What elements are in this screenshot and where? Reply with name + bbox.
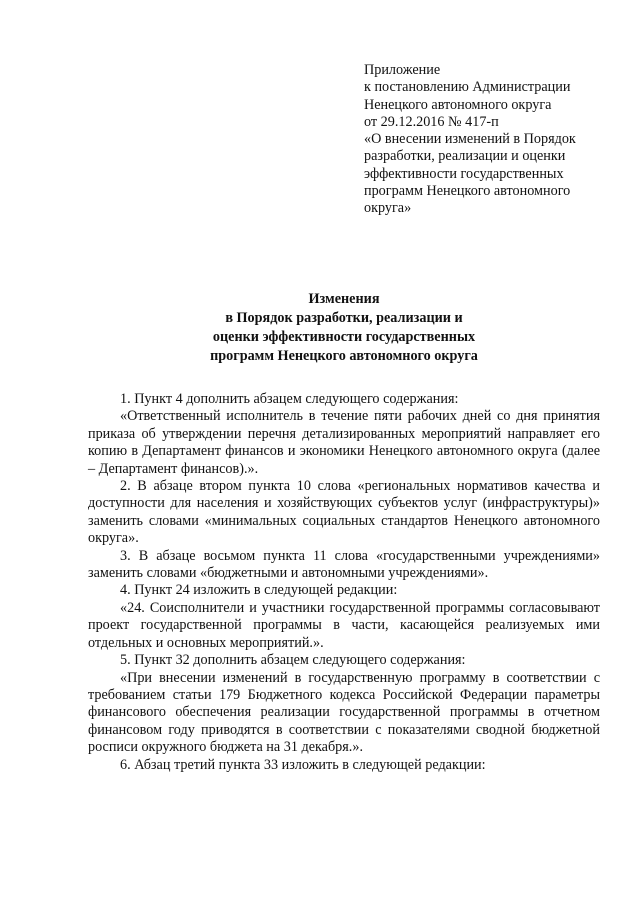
appendix-line: к постановлению Администрации [364, 79, 571, 96]
body-paragraph: 6. Абзац третий пункта 33 изложить в следующей редакции: [120, 756, 486, 773]
appendix-line: эффективности государственных [364, 165, 564, 182]
body-paragraph: 5. Пункт 32 дополнить абзацем следующего содержания: [120, 652, 466, 669]
body-paragraph: 1. Пункт 4 дополнить абзацем следующего содержания: [120, 391, 459, 407]
body-paragraph: «24. Соисполнители и участники государственной программы согласовывают проект государственной программы в части, касающейся реализуемых ими отдельных и основных мероприятий.». [88, 599, 600, 651]
body-paragraph: 2. В абзаце втором пункта 10 слова «региональных нормативов качества и доступности для населения и хозяйствующих субъектов услуг (инфраструктуры)» заменить словами «минимальных социальных стандартов Ненецкого автономного округа». [88, 478, 600, 547]
body-paragraph: «Ответственный исполнитель в течение пяти рабочих дней со дня принятия приказа об утверждении перечня детализированных мероприятий направляет его копию в Департамент финансов и экономики Ненецкого автономного округа (далее – Департамент финансов).». [88, 408, 600, 477]
appendix-line: от 29.12.2016 № 417-п [364, 113, 499, 130]
document-body [88, 391, 600, 774]
appendix-block [364, 62, 614, 218]
appendix-line: Ненецкого автономного округа [364, 96, 552, 113]
title-line: программ Ненецкого автономного округа [210, 348, 478, 364]
title-line: в Порядок разработки, реализации и [225, 310, 463, 326]
document-title [88, 290, 600, 366]
appendix-line: разработки, реализации и оценки [364, 148, 566, 165]
body-paragraph: «При внесении изменений в государственную программу в соответствии с требованием статьи 179 Бюджетного кодекса Российской Федерации параметры финансового обеспечения реализации государственной программы в отчетном финансовом году приводятся в соответствии с показателями сводной бюджетной росписи окружного бюджета на 31 декабря.». [88, 669, 600, 756]
body-paragraph: 3. В абзаце восьмом пункта 11 слова «государственными учреждениями» заменить словами «бюджетными и автономными учреждениями». [88, 547, 600, 582]
body-paragraph: 4. Пункт 24 изложить в следующей редакции: [120, 582, 398, 599]
title-line: Изменения [308, 291, 380, 307]
title-line: оценки эффективности государственных [212, 329, 476, 345]
appendix-line: «О внесении изменений в Порядок [364, 131, 576, 148]
appendix-line: программ Ненецкого автономного [364, 183, 571, 200]
appendix-line: Приложение [364, 62, 441, 78]
appendix-line: округа» [364, 200, 412, 217]
